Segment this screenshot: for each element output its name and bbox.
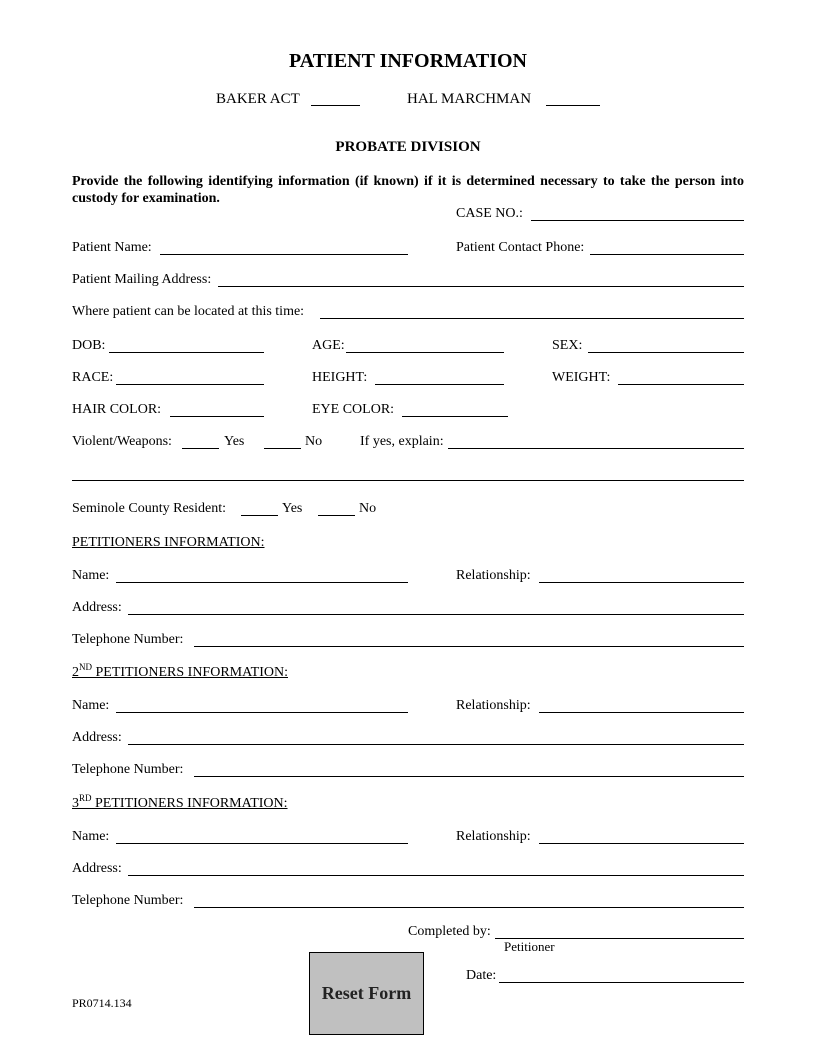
division-heading: PROBATE DIVISION — [335, 139, 481, 155]
petitioner3-name-field[interactable] — [116, 830, 408, 844]
petitioner3-telephone-label: Telephone Number: — [72, 893, 184, 908]
resident-yes-label: Yes — [282, 501, 303, 516]
petitioner3-heading: 3RD PETITIONERS INFORMATION: — [72, 793, 288, 811]
petitioner3-address-label: Address: — [72, 861, 122, 876]
petitioner3-telephone-field[interactable] — [194, 894, 744, 908]
violent-yes-label: Yes — [224, 434, 245, 449]
age-label: AGE: — [312, 338, 345, 353]
eye-color-field[interactable] — [402, 403, 508, 417]
petitioner1-telephone-field[interactable] — [194, 633, 744, 647]
height-label: HEIGHT: — [312, 370, 368, 385]
petitioner2-name-field[interactable] — [116, 699, 408, 713]
mailing-address-label: Patient Mailing Address: — [72, 272, 212, 287]
patient-name-field[interactable] — [160, 241, 408, 255]
petitioner3-relationship-label: Relationship: — [456, 829, 531, 844]
petitioner2-relationship-label: Relationship: — [456, 698, 531, 713]
hal-marchman-label: HAL MARCHMAN — [407, 91, 532, 107]
petitioner3-name-label: Name: — [72, 829, 110, 844]
page-title: PATIENT INFORMATION — [289, 50, 527, 72]
form-code: PR0714.134 — [72, 996, 132, 1010]
petitioner1-address-label: Address: — [72, 600, 122, 615]
petitioner1-name-field[interactable] — [116, 569, 408, 583]
race-label: RACE: — [72, 370, 114, 385]
baker-act-field[interactable] — [311, 92, 360, 106]
age-field[interactable] — [346, 339, 504, 353]
resident-no-field[interactable] — [318, 502, 355, 516]
explain-field[interactable] — [448, 435, 744, 449]
completed-by-field[interactable] — [495, 925, 744, 939]
patient-name-label: Patient Name: — [72, 240, 152, 255]
petitioner1-relationship-field[interactable] — [539, 569, 744, 583]
eye-color-label: EYE COLOR: — [312, 402, 395, 417]
violent-no-field[interactable] — [264, 435, 301, 449]
patient-phone-field[interactable] — [590, 241, 744, 255]
petitioner1-telephone-label: Telephone Number: — [72, 632, 184, 647]
dob-field[interactable] — [109, 339, 264, 353]
explain-field-line2[interactable] — [72, 467, 744, 481]
dob-label: DOB: — [72, 338, 106, 353]
hair-color-label: HAIR COLOR: — [72, 402, 162, 417]
baker-act-label: BAKER ACT — [216, 91, 300, 107]
mailing-address-field[interactable] — [218, 273, 744, 287]
location-field[interactable] — [320, 305, 744, 319]
explain-label: If yes, explain: — [360, 434, 444, 449]
weight-label: WEIGHT: — [552, 370, 611, 385]
petitioner2-relationship-field[interactable] — [539, 699, 744, 713]
instructions-text: Provide the following identifying information (if known) if it is determined necessary to take the person into custody for examination. — [72, 174, 744, 206]
resident-label: Seminole County Resident: — [72, 501, 226, 516]
petitioner1-name-label: Name: — [72, 568, 110, 583]
completed-by-label: Completed by: — [408, 924, 491, 939]
petitioner2-address-label: Address: — [72, 730, 122, 745]
sex-label: SEX: — [552, 338, 583, 353]
violent-label: Violent/Weapons: — [72, 434, 172, 449]
petitioner2-telephone-field[interactable] — [194, 763, 744, 777]
height-field[interactable] — [375, 371, 504, 385]
hair-color-field[interactable] — [170, 403, 264, 417]
petitioner2-telephone-label: Telephone Number: — [72, 762, 184, 777]
petitioner3-relationship-field[interactable] — [539, 830, 744, 844]
resident-no-label: No — [359, 501, 377, 516]
sex-field[interactable] — [588, 339, 744, 353]
reset-form-button[interactable]: Reset Form — [309, 952, 424, 1035]
location-label: Where patient can be located at this time: — [72, 304, 305, 319]
petitioner2-address-field[interactable] — [128, 731, 744, 745]
petitioner2-heading: 2ND PETITIONERS INFORMATION: — [72, 662, 288, 680]
resident-yes-field[interactable] — [241, 502, 278, 516]
violent-yes-field[interactable] — [182, 435, 219, 449]
petitioner1-address-field[interactable] — [128, 601, 744, 615]
petitioner1-relationship-label: Relationship: — [456, 568, 531, 583]
petitioner3-address-field[interactable] — [128, 862, 744, 876]
case-no-label: CASE NO.: — [456, 206, 523, 221]
case-no-field[interactable] — [531, 207, 744, 221]
date-label: Date: — [466, 968, 497, 983]
petitioner-caption: Petitioner — [504, 939, 555, 954]
race-field[interactable] — [116, 371, 264, 385]
patient-phone-label: Patient Contact Phone: — [456, 240, 585, 255]
petitioner1-heading: PETITIONERS INFORMATION: — [72, 535, 265, 550]
hal-marchman-field[interactable] — [546, 92, 600, 106]
weight-field[interactable] — [618, 371, 744, 385]
petitioner2-name-label: Name: — [72, 698, 110, 713]
date-field[interactable] — [499, 969, 744, 983]
violent-no-label: No — [305, 434, 323, 449]
